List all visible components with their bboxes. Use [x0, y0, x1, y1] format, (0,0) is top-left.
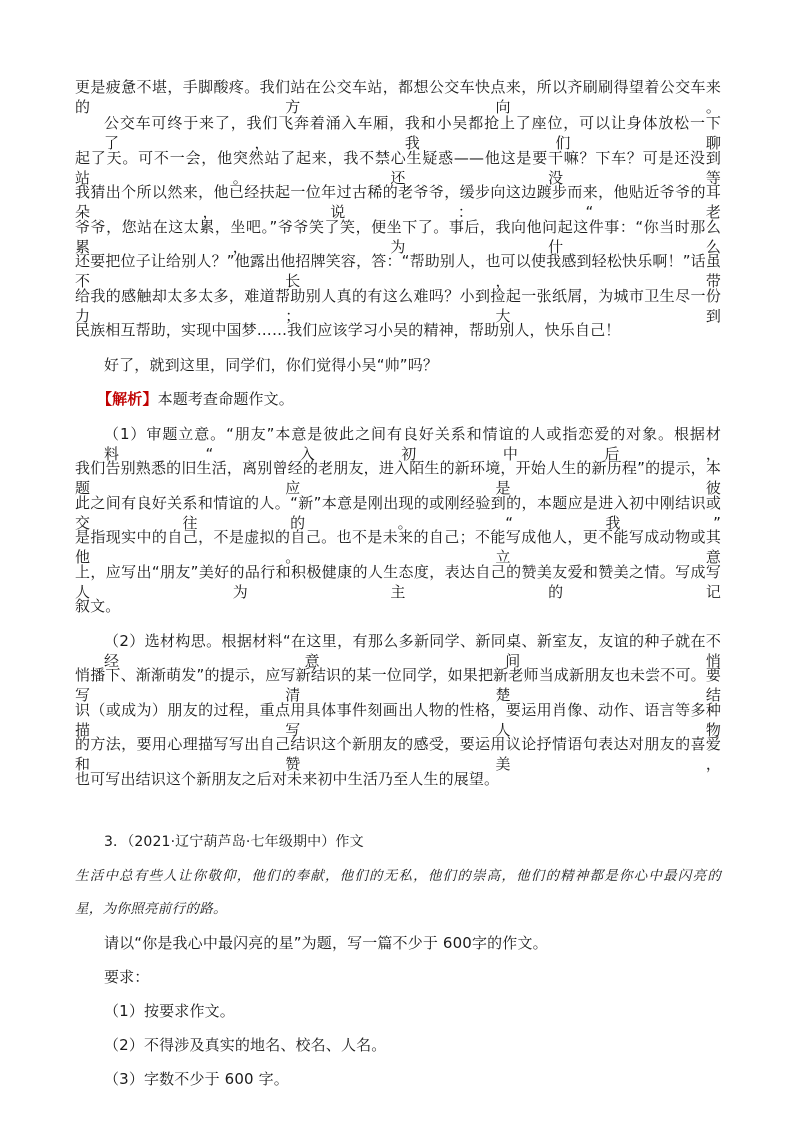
analysis-heading	[97, 389, 294, 409]
analysis-p2-line: 的方法，要用心理描写写出自己结识这个新朋友的感受，要运用议论抒情语句表达对朋友的喜爱和赞美，	[75, 735, 721, 773]
story-line: 公交车可终于来了，我们飞奔着涌入车厢，我和小吴都抢上了座位，可以让身体放松一下了，我们聊	[104, 114, 721, 152]
analysis-p2-line: 识（或成为）朋友的过程，重点用具体事件刻画出人物的性格，要运用肖像、动作、语言等多种描写人物	[75, 701, 721, 739]
question-3-header: 3．（2021·辽宁葫芦岛·七年级期中）作文	[104, 834, 364, 850]
story-line: 还要把位子让给别人？”他露出他招牌笑容，答：“帮助别人，也可以使我感到轻松快乐啊！”话虽不长，带	[75, 252, 721, 290]
analysis-p1-line: 上，应写出“朋友”美好的品行和积极健康的人生态度，表达自己的赞美友爱和赞美之情。写成写人为主的记	[75, 563, 721, 601]
question-3-material-line: 生活中总有些人让你敬仰，他们的奉献，他们的无私，他们的崇高，他们的精神都是你心中最闪亮的	[75, 868, 721, 884]
analysis-p2-line: 也可写出结识这个新朋友之后对未来初中生活乃至人生的展望。	[75, 770, 500, 788]
analysis-p1-line: 此之间有良好关系和情谊的人。“新”本意是刚出现的或刚经验到的，本题应是进入初中刚结识或交往的。“我”	[75, 494, 721, 532]
story-line: 起了天。可不一会，他突然站了起来，我不禁心生疑惑——他这是要干嘛？下车？可是还没到站。还没等	[75, 149, 721, 187]
story-line: 爷爷，您站在这太累，坐吧。”爷爷笑了笑，便坐下了。事后，我向他问起这件事：“你当时那么累，为什么	[75, 218, 721, 256]
analysis-p2-line: 悄播下、渐渐萌发”的提示，应写新结识的某一位同学，如果把新老师当成新朋友也未尝不可。要写清楚结	[75, 666, 721, 704]
analysis-intro: 本题考查命题作文。	[157, 390, 294, 408]
analysis-p1-line: （1）审题立意。“朋友”本意是彼此之间有良好关系和情谊的人或指恋爱的对象。根据材料“入初中后，	[104, 425, 721, 463]
story-line: 民族相互帮助，实现中国梦……我们应该学习小吴的精神，帮助别人，快乐自己！	[75, 321, 621, 339]
question-3-requirement: （2）不得涉及真实的地名、校名、人名。	[104, 1036, 387, 1054]
analysis-p1-line: 是指现实中的自己，不是虚拟的自己。也不是未来的自己；不能写成他人，更不能写成动物或其他。立意	[75, 528, 721, 566]
question-3-prompt: 请以“你是我心中最闪亮的星”为题，写一篇不少于 600字的作文。	[104, 934, 548, 952]
story-line: 好了，就到这里，同学们，你们觉得小吴“帅”吗？	[104, 356, 438, 374]
question-3-requirement: （3）字数不少于 600 字。	[104, 1070, 289, 1088]
analysis-p1-line: 我们告别熟悉的旧生活，离别曾经的老朋友，进入陌生的新环境，开始人生的新历程”的提示，本题应是彼	[75, 459, 721, 497]
story-line: 给我的感触却太多太多，难道帮助别人真的有这么难吗？小到捡起一张纸屑，为城市卫生尽一份力；大到	[75, 287, 721, 325]
analysis-tag: 【解析】	[97, 390, 158, 408]
story-line: 我猜出个所以然来，他已经扶起一位年过古稀的老爷爷，缓步向这边踱步而来，他贴近爷爷的耳朵，说：“老	[75, 183, 721, 221]
question-3-requirement: （1）按要求作文。	[104, 1002, 235, 1020]
question-3-requirements-label: 要求：	[104, 968, 150, 986]
story-line: 更是疲惫不堪，手脚酸疼。我们站在公交车站，都想公交车快点来，所以齐刷刷得望着公交车来的方向。	[75, 78, 721, 116]
analysis-p1-line: 叙文。	[75, 597, 121, 615]
analysis-p2-line: （2）选材构思。根据材料“在这里，有那么多新同学、新同桌、新室友，友谊的种子就在不经意间悄	[104, 632, 721, 670]
question-3-material-line: 星，为你照亮前行的路。	[75, 901, 227, 917]
